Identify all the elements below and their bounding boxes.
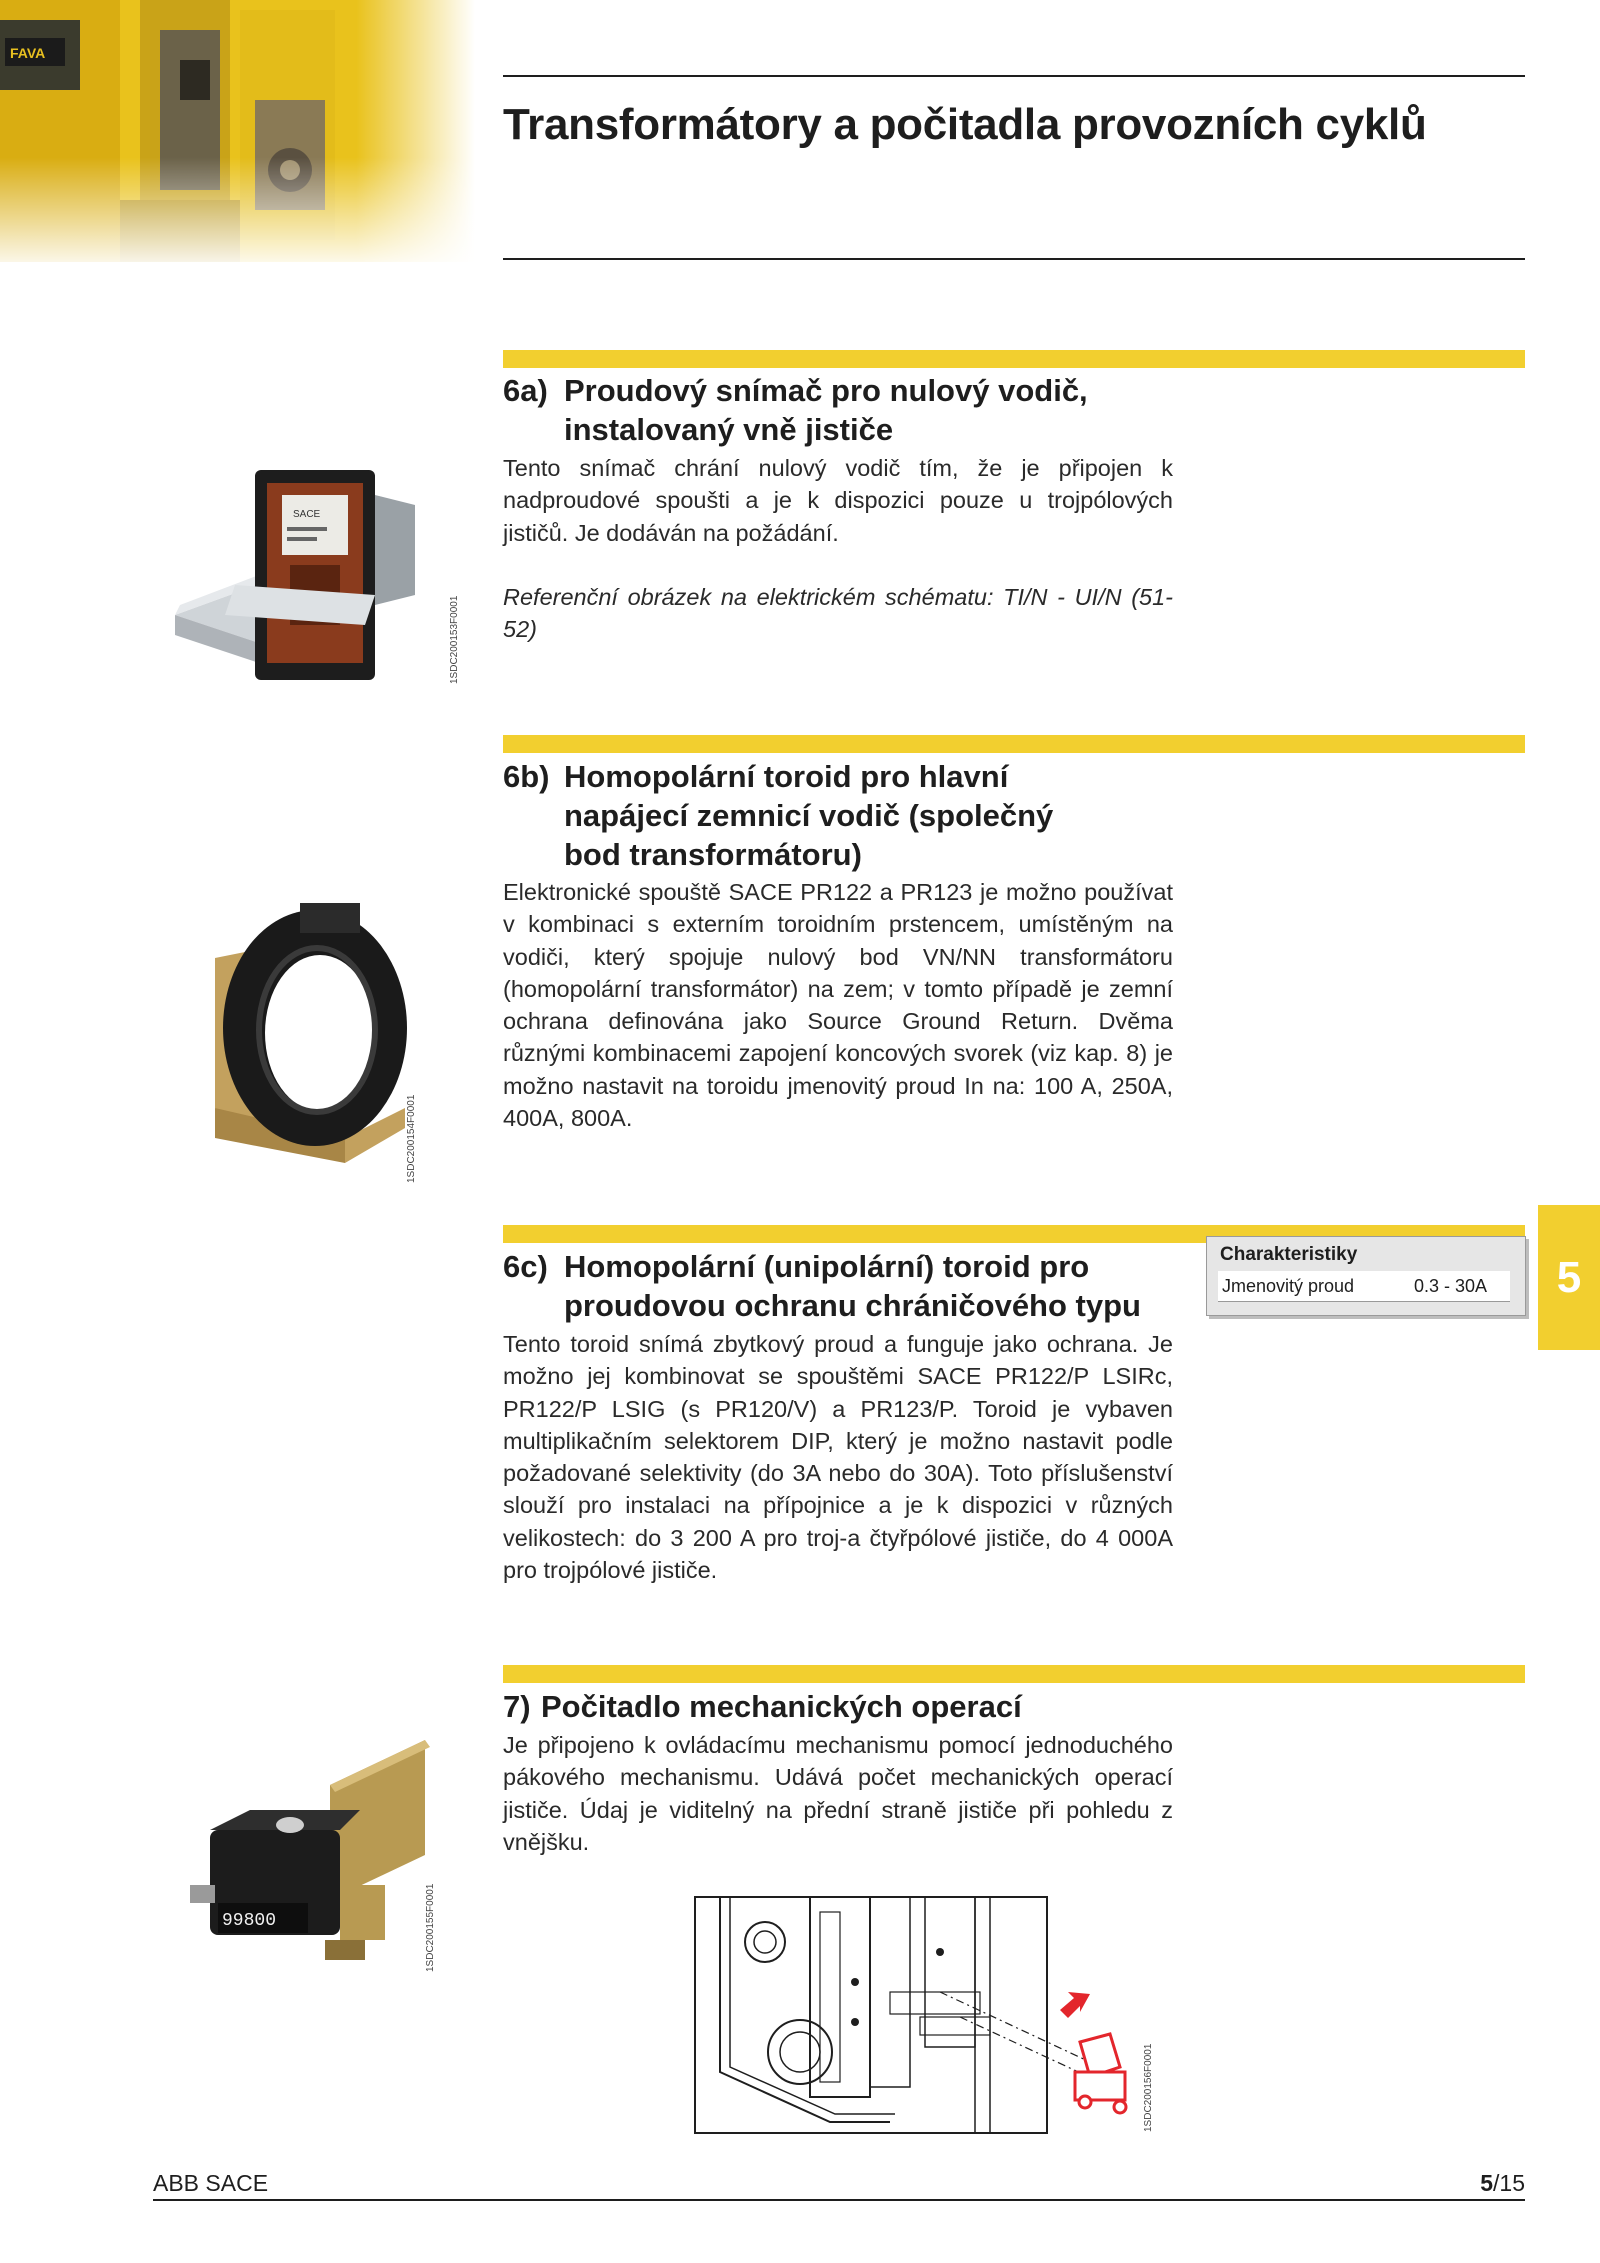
section-number: 7) <box>503 1689 531 1724</box>
section-7-body: Je připojeno k ovládacímu mechanismu pomocí jednoduchého pákového mechanismu. Udává počet mechanických operací jističe. Údaj je viditelný na přední straně jističe při pohledu z vnějšku. <box>503 1732 1173 1855</box>
section-number: 6c) <box>503 1249 548 1284</box>
breaker-photo <box>0 0 475 262</box>
footer-rule <box>153 2199 1525 2201</box>
section-7-bar <box>503 1665 1525 1683</box>
section-heading-line: proudovou ochranu chráničového typu <box>564 1288 1141 1323</box>
section-number: 6b) <box>503 759 550 794</box>
rated-current-label: Jmenovitý proud <box>1222 1276 1355 1296</box>
section-6b-body: Elektronické spouště SACE PR122 a PR123 je možno používat v kombinaci s externím toroidním prstencem, umístěným na vodiči, který spojuje nulový bod VN/NN transformátoru (homopolární transformátor) na zem; v tomto případě je zemní ochrana definována jako Source Ground Return. Dvěma různými kombinacemi zapojení koncových svorek (viz kap. 8) je možno nastavit na toroidu jmenovitý proud In na: 100 A, 250A, 400A, 800A. <box>503 879 1173 1132</box>
section-heading-line: Proudový snímač pro nulový vodič, <box>564 373 1088 408</box>
neutral-sensor-photo <box>175 455 455 695</box>
rated-current-value: 0.3 - 30A <box>1414 1276 1488 1296</box>
page-title: Transformátory a počitadla provozních cyklů <box>503 100 1427 149</box>
chapter-tab: 5 <box>1538 1205 1600 1350</box>
section-heading-line: Homopolární (unipolární) toroid pro <box>564 1249 1090 1284</box>
image-code-7: 1SDC200155F0001 <box>425 1883 436 1972</box>
section-heading-line: instalovaný vně jističe <box>564 412 894 447</box>
page-number-rest: /15 <box>1493 2170 1525 2196</box>
image-code-diagram: 1SDC200156F0001 <box>1143 2043 1154 2132</box>
header-rule-top <box>503 75 1525 77</box>
section-heading-line: napájecí zemnicí vodič (společný <box>564 798 1054 833</box>
characteristics-title: Charakteristiky <box>1220 1244 1358 1265</box>
page-number <box>1480 2170 1525 2197</box>
section-heading-line: bod transformátoru) <box>564 837 862 872</box>
image-code-6b: 1SDC200154F0001 <box>406 1094 417 1183</box>
operation-counter-photo <box>190 1735 440 1970</box>
svg-text:SACE: SACE <box>293 509 321 520</box>
footer-company: ABB SACE <box>153 2170 269 2196</box>
header-rule-bottom <box>503 258 1525 260</box>
section-number: 6a) <box>503 373 548 408</box>
section-6c-body: Tento toroid snímá zbytkový proud a funguje jako ochrana. Je možno jej kombinovat se spouštěmi SACE PR122/P LSIRc, PR122/P LSIG (s PR120/V) a PR123/P. Toroid je vybaven multiplikačním selektorem DIP, který je možno nastavit podle požadované selektivity (do 3A nebo do 30A). Toto příslušenství slouží pro instalaci na přípojnice a je k dispozici v různých velikostech: do 3 200 A pro troj-a čtyřpólové jističe, do 4 000A pro trojpólové jističe. <box>503 1331 1173 1584</box>
section-6a-bar <box>503 350 1525 368</box>
image-code-6a: 1SDC200153F0001 <box>449 595 460 684</box>
section-6a-body: Tento snímač chrání nulový vodič tím, že je připojen k nadproudové spoušti a je k dispozici pouze u trojpólových jističů. Je dodáván na požádání. <box>503 455 1173 546</box>
section-6b-bar <box>503 735 1525 753</box>
section-6a-reference: Referenční obrázek na elektrickém schématu: TI/N - UI/N (51-52) <box>503 584 1173 643</box>
page-number-chapter: 5 <box>1480 2170 1494 2196</box>
characteristics-box <box>1206 1236 1526 1316</box>
homopolar-toroid-photo <box>205 878 415 1188</box>
counter-display: 99800 <box>222 1911 277 1931</box>
section-heading-line: Počitadlo mechanických operací <box>541 1689 1022 1724</box>
section-heading-line: Homopolární toroid pro hlavní <box>564 759 1009 794</box>
characteristics-row <box>1218 1271 1510 1302</box>
counter-installation-drawing <box>690 1892 1150 2137</box>
